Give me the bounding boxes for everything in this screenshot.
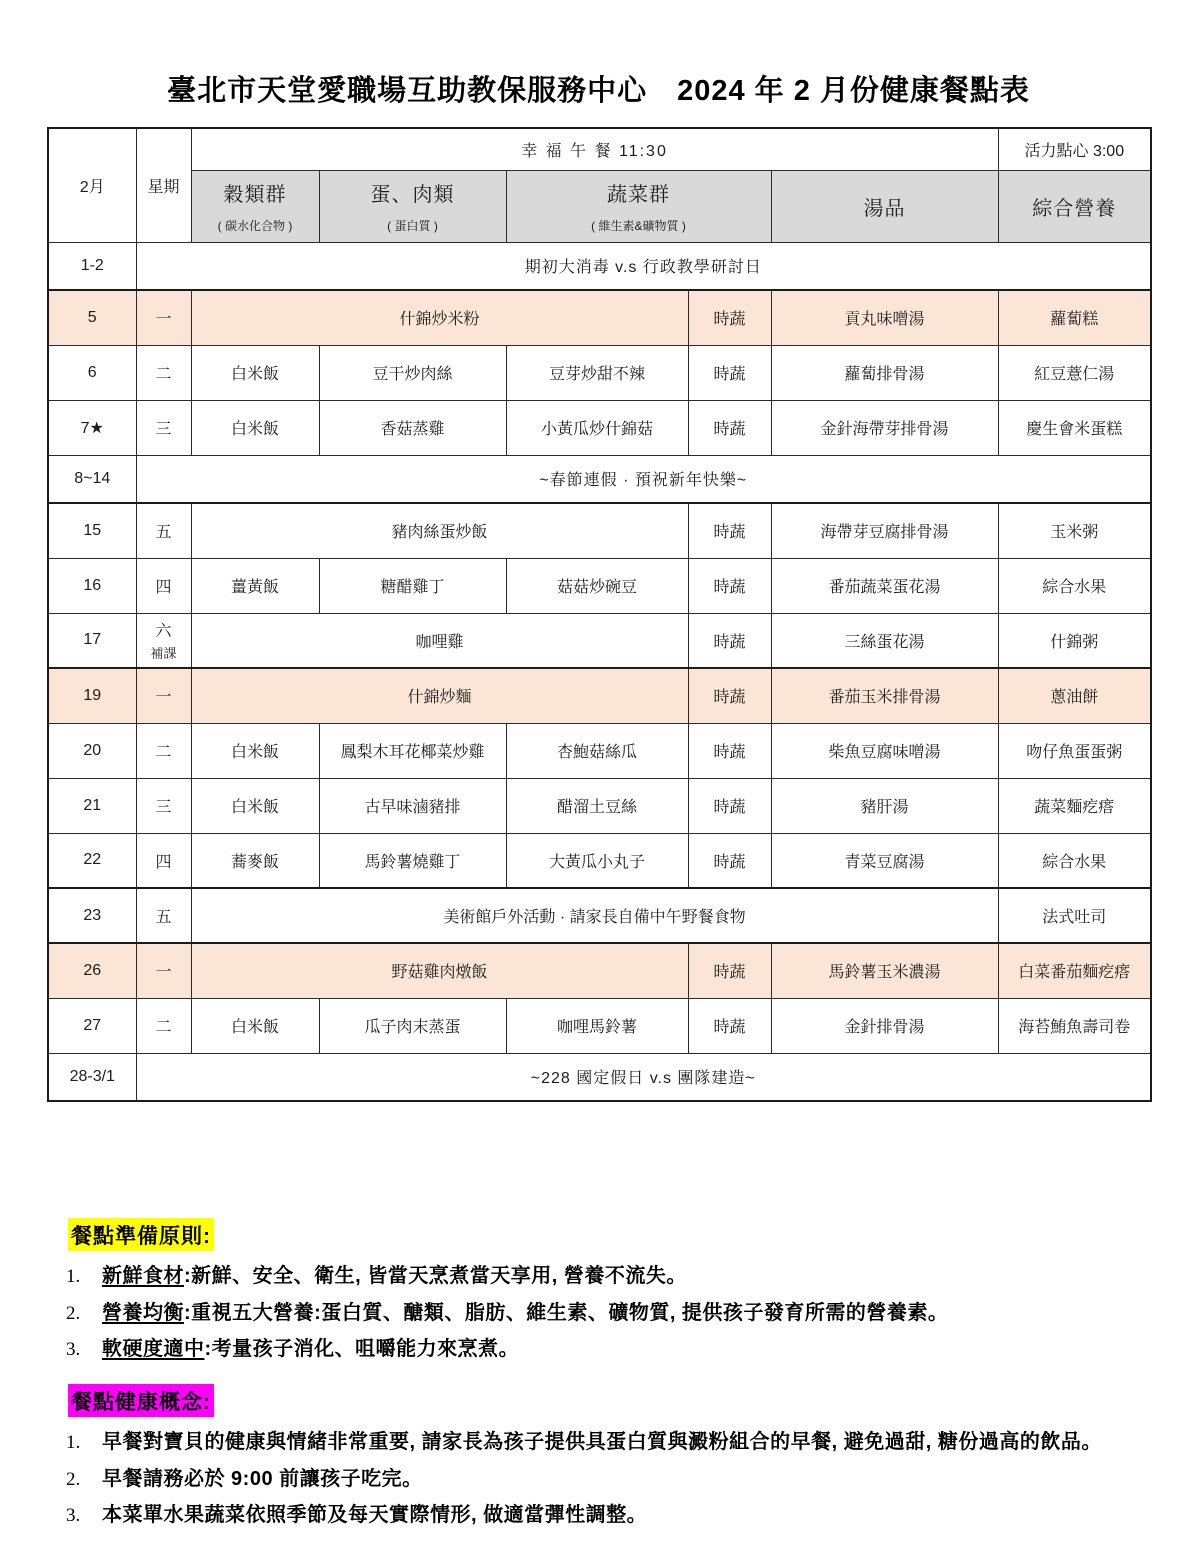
weekday-cell: 五 — [136, 888, 191, 943]
menu-row-5 — [48, 290, 1151, 345]
principle-text: :新鮮、安全、衛生, 皆當天烹煮當天享用, 營養不流失。 — [184, 1265, 687, 1287]
nutrition-group-name: 綜合營養 — [1032, 197, 1117, 220]
seasonal-veg-cell: 時蔬 — [688, 668, 771, 723]
snack-cell: 紅豆薏仁湯 — [998, 345, 1151, 400]
nutrition-group-header — [998, 170, 1151, 242]
page-title: 臺北市天堂愛職場互助教保服務中心 2024 年 2 月份健康餐點表 — [167, 75, 1030, 107]
snack-cell: 慶生會米蛋糕 — [998, 400, 1151, 455]
vegetable-group-header — [506, 170, 771, 242]
meal-preparation-principles — [66, 1218, 1171, 1371]
soup-group-header — [771, 170, 998, 242]
event-cell: ~228 國定假日 v.s 團隊建造~ — [136, 1053, 1151, 1101]
date-cell: 22 — [48, 833, 136, 888]
snack-cell: 蔬菜麵疙瘩 — [998, 778, 1151, 833]
soup-cell: 金針海帶芽排骨湯 — [771, 400, 998, 455]
soup-cell: 金針排骨湯 — [771, 998, 998, 1053]
header-row-times — [48, 128, 1151, 170]
soup-group-name: 湯品 — [863, 197, 906, 220]
snack-cell: 蔥油餅 — [998, 668, 1151, 723]
concept-item-1 — [66, 1427, 1171, 1458]
protein-cell: 古早味滷豬排 — [319, 778, 506, 833]
combined-dish-cell: 什錦炒麵 — [191, 668, 688, 723]
menu-row-16 — [48, 558, 1151, 613]
item-number: 3. — [66, 1505, 81, 1526]
vegetable-cell: 小黃瓜炒什錦菇 — [506, 400, 688, 455]
menu-row-22 — [48, 833, 1151, 888]
protein-cell: 豆干炒肉絲 — [319, 345, 506, 400]
soup-cell: 青菜豆腐湯 — [771, 833, 998, 888]
principle-text: :重視五大營養:蛋白質、醣類、脂肪、維生素、礦物質, 提供孩子發育所需的營養素。 — [184, 1301, 949, 1324]
seasonal-veg-cell: 時蔬 — [688, 998, 771, 1053]
menu-row-23 — [48, 888, 1151, 943]
concepts-heading: 餐點健康概念: — [68, 1384, 214, 1417]
grain-cell: 白米飯 — [191, 723, 319, 778]
principles-heading: 餐點準備原則: — [68, 1218, 214, 1251]
item-number: 1. — [66, 1432, 81, 1453]
snack-header-cell: 活力點心 3:00 — [998, 128, 1151, 170]
menu-row-1-2 — [48, 242, 1151, 290]
weekday-cell: 六 補課 — [136, 613, 191, 668]
principle-term: 營養均衡 — [102, 1301, 184, 1324]
date-cell: 27 — [48, 998, 136, 1053]
concept-text: 本菜單水果蔬菜依照季節及每天實際情形, 做適當彈性調整。 — [102, 1504, 648, 1526]
combined-dish-cell: 咖哩雞 — [191, 613, 688, 668]
menu-table-body — [48, 128, 1151, 1101]
snack-cell: 蘿蔔糕 — [998, 290, 1151, 345]
snack-cell: 吻仔魚蛋蛋粥 — [998, 723, 1151, 778]
combined-dish-cell: 豬肉絲蛋炒飯 — [191, 503, 688, 558]
activity-cell: 美術館戶外活動 · 請家長自備中午野餐食物 — [191, 888, 998, 943]
item-number: 1. — [66, 1266, 81, 1287]
vegetable-cell: 醋溜土豆絲 — [506, 778, 688, 833]
principle-item-2 — [66, 1298, 1171, 1329]
soup-cell: 豬肝湯 — [771, 778, 998, 833]
date-cell: 17 — [48, 613, 136, 668]
vegetable-group-name: 蔬菜群 — [607, 184, 670, 206]
grain-cell: 白米飯 — [191, 400, 319, 455]
event-cell: ~春節連假 · 預祝新年快樂~ — [136, 455, 1151, 503]
combined-dish-cell: 野菇雞肉燉飯 — [191, 943, 688, 998]
concept-item-2 — [66, 1464, 1171, 1495]
weekday-cell: 五 — [136, 503, 191, 558]
menu-row-7★ — [48, 400, 1151, 455]
seasonal-veg-cell: 時蔬 — [688, 345, 771, 400]
principle-item-3 — [66, 1334, 1171, 1365]
soup-cell: 貢丸味噌湯 — [771, 290, 998, 345]
date-cell: 26 — [48, 943, 136, 998]
menu-row-8~14 — [48, 455, 1151, 503]
protein-cell: 糖醋雞丁 — [319, 558, 506, 613]
seasonal-veg-cell: 時蔬 — [688, 723, 771, 778]
snack-cell: 綜合水果 — [998, 558, 1151, 613]
menu-row-17 — [48, 613, 1151, 668]
principle-term: 新鮮食材 — [102, 1265, 184, 1287]
menu-row-6 — [48, 345, 1151, 400]
item-number: 2. — [66, 1302, 81, 1324]
soup-cell: 柴魚豆腐味噌湯 — [771, 723, 998, 778]
seasonal-veg-cell: 時蔬 — [688, 778, 771, 833]
soup-cell: 番茄蔬菜蛋花湯 — [771, 558, 998, 613]
menu-row-28-3/1 — [48, 1053, 1151, 1101]
menu-row-19 — [48, 668, 1151, 723]
header-row-groups — [48, 170, 1151, 242]
grain-cell: 白米飯 — [191, 345, 319, 400]
combined-dish-cell: 什錦炒米粉 — [191, 290, 688, 345]
grain-cell: 白米飯 — [191, 998, 319, 1053]
weekday-cell: 三 — [136, 778, 191, 833]
grain-cell: 蕎麥飯 — [191, 833, 319, 888]
soup-cell: 蘿蔔排骨湯 — [771, 345, 998, 400]
protein-group-header — [319, 170, 506, 242]
vegetable-cell: 大黃瓜小丸子 — [506, 833, 688, 888]
snack-cell: 玉米粥 — [998, 503, 1151, 558]
protein-cell: 香菇蒸雞 — [319, 400, 506, 455]
menu-row-27 — [48, 998, 1151, 1053]
protein-group-name: 蛋、肉類 — [370, 184, 455, 206]
date-cell: 16 — [48, 558, 136, 613]
seasonal-veg-cell: 時蔬 — [688, 400, 771, 455]
snack-cell: 什錦粥 — [998, 613, 1151, 668]
weekday-cell: 二 — [136, 723, 191, 778]
principle-term: 軟硬度適中 — [102, 1338, 205, 1360]
date-cell: 23 — [48, 888, 136, 943]
soup-cell: 番茄玉米排骨湯 — [771, 668, 998, 723]
menu-row-15 — [48, 503, 1151, 558]
protein-cell: 馬鈴薯燒雞丁 — [319, 833, 506, 888]
date-cell: 8~14 — [48, 455, 136, 503]
grain-cell: 白米飯 — [191, 778, 319, 833]
seasonal-veg-cell: 時蔬 — [688, 613, 771, 668]
menu-row-26 — [48, 943, 1151, 998]
seasonal-veg-cell: 時蔬 — [688, 558, 771, 613]
weekday-cell: 一 — [136, 943, 191, 998]
lunch-header-cell: 幸 福 午 餐 11:30 — [191, 128, 998, 170]
vegetable-cell: 菇菇炒碗豆 — [506, 558, 688, 613]
weekday-header-cell: 星期 — [136, 128, 191, 242]
vegetable-cell: 豆芽炒甜不辣 — [506, 345, 688, 400]
seasonal-veg-cell: 時蔬 — [688, 943, 771, 998]
protein-group-sub: ( 蛋白質 ) — [387, 219, 438, 233]
soup-cell: 三絲蛋花湯 — [771, 613, 998, 668]
vegetable-cell: 杏鮑菇絲瓜 — [506, 723, 688, 778]
grain-group-sub: ( 碳水化合物 ) — [217, 219, 293, 233]
month-header-cell: 2月 — [48, 128, 136, 242]
soup-cell: 海帶芽豆腐排骨湯 — [771, 503, 998, 558]
concept-text: 早餐請務必於 9:00 前讓孩子吃完。 — [102, 1467, 423, 1490]
weekday-cell: 三 — [136, 400, 191, 455]
makeup-class-label: 補課 — [150, 646, 177, 662]
item-number: 2. — [66, 1468, 81, 1490]
snack-cell: 法式吐司 — [998, 888, 1151, 943]
menu-row-20 — [48, 723, 1151, 778]
snack-cell: 綜合水果 — [998, 833, 1151, 888]
menu-row-21 — [48, 778, 1151, 833]
grain-cell: 薑黃飯 — [191, 558, 319, 613]
event-cell: 期初大消毒 v.s 行政教學研討日 — [136, 242, 1151, 290]
vegetable-group-sub: ( 維生素&礦物質 ) — [591, 219, 686, 233]
protein-cell: 鳳梨木耳花椰菜炒雞 — [319, 723, 506, 778]
meal-health-concepts — [66, 1384, 1171, 1537]
grain-group-header — [191, 170, 319, 242]
principle-text: :考量孩子消化、咀嚼能力來烹煮。 — [204, 1338, 520, 1360]
seasonal-veg-cell: 時蔬 — [688, 503, 771, 558]
concept-item-3 — [66, 1500, 1171, 1531]
weekday-cell: 四 — [136, 558, 191, 613]
principle-item-1 — [66, 1261, 1171, 1292]
weekday-cell: 二 — [136, 345, 191, 400]
soup-cell: 馬鈴薯玉米濃湯 — [771, 943, 998, 998]
date-cell: 1-2 — [48, 242, 136, 290]
concept-text: 早餐對寶貝的健康與情緒非常重要, 請家長為孩子提供具蛋白質與澱粉組合的早餐, 避免過甜, 糖份過高的飲品。 — [102, 1431, 1102, 1453]
date-cell: 5 — [48, 290, 136, 345]
date-cell: 21 — [48, 778, 136, 833]
seasonal-veg-cell: 時蔬 — [688, 290, 771, 345]
snack-cell: 白菜番茄麵疙瘩 — [998, 943, 1151, 998]
date-cell: 7★ — [48, 400, 136, 455]
snack-cell: 海苔鮪魚壽司卷 — [998, 998, 1151, 1053]
date-cell: 19 — [48, 668, 136, 723]
date-cell: 15 — [48, 503, 136, 558]
seasonal-veg-cell: 時蔬 — [688, 833, 771, 888]
date-cell: 20 — [48, 723, 136, 778]
date-cell: 6 — [48, 345, 136, 400]
grain-group-name: 穀類群 — [223, 184, 287, 206]
vegetable-cell: 咖哩馬鈴薯 — [506, 998, 688, 1053]
weekday-cell: 四 — [136, 833, 191, 888]
date-cell: 28-3/1 — [48, 1053, 136, 1101]
weekday-cell: 二 — [136, 998, 191, 1053]
weekday-cell: 一 — [136, 668, 191, 723]
weekday-cell: 一 — [136, 290, 191, 345]
menu-table — [47, 127, 1152, 1102]
item-number: 3. — [66, 1339, 81, 1360]
protein-cell: 瓜子肉末蒸蛋 — [319, 998, 506, 1053]
